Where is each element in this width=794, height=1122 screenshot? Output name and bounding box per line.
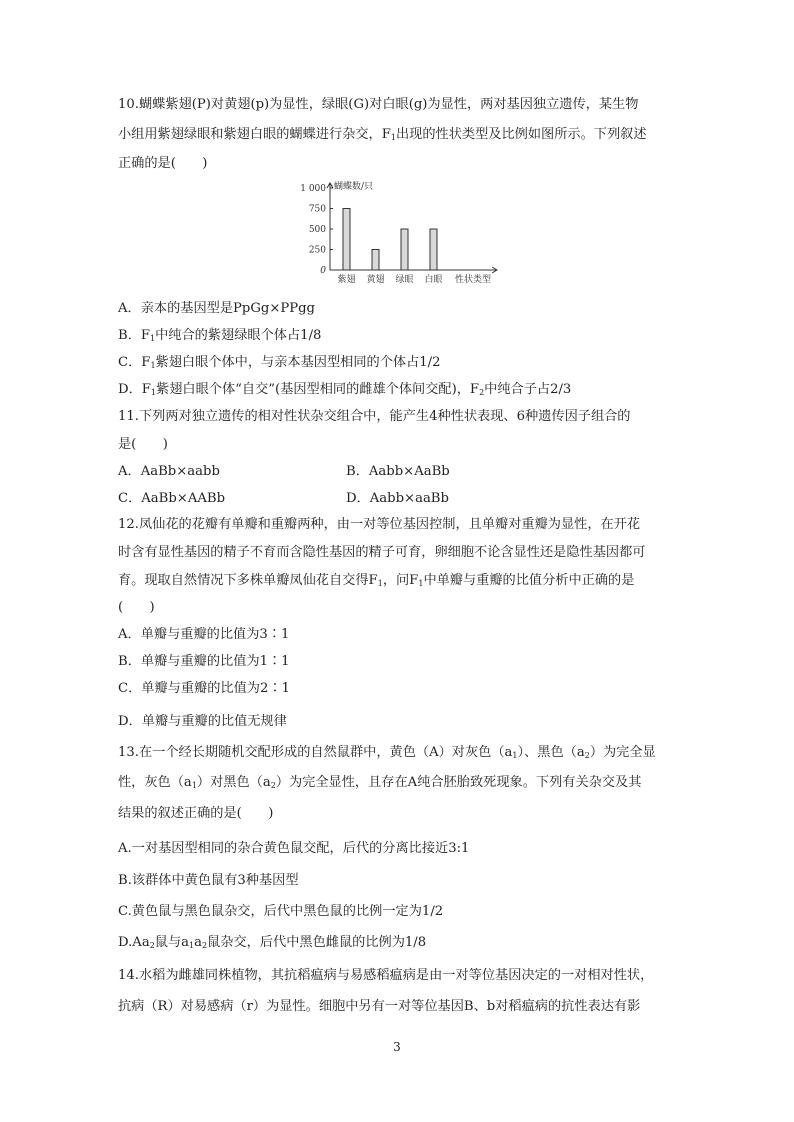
q11-option-b: B．Aabb×AaBb xyxy=(346,464,450,479)
q12-stem-line3: 育。现取自然情况下多株单瓣凤仙花自交得$F_1$，问$F_1$中单瓣与重瓣的比值分析中正确的是 xyxy=(118,573,635,588)
q11-option-a: A．AaBb×aabb xyxy=(118,464,220,479)
q12-stem-line2: 时含有显性基因的精子不育而含隐性基因的精子可育，卵细胞不论含显性还是隐性基因都可 xyxy=(118,545,646,560)
q13-stem-line2: 性，灰色$(a_1)$对黑色$(a_2)$为完全显性，且存在A纯合胚胎致死现象。下列有关杂交及其 xyxy=(118,775,642,790)
q10-stem-line1: 10.蝴蝶紫翅(P)对黄翅(p)为显性，绿眼(G)对白眼(g)为显性，两对基因独立遗传，某生物 xyxy=(118,97,639,112)
q12-option-a: A．单瓣与重瓣的比值为3∶1 xyxy=(118,627,290,642)
bar xyxy=(372,250,379,271)
q14-stem-line1: 14.水稻为雌雄同株植物，其抗稻瘟病与易感稻瘟病是由一对等位基因决定的一对相对性状， xyxy=(118,968,654,983)
q13-stem-line1: 13.在一个经长期随机交配形成的自然鼠群中，黄色（A）对灰色$(a_1)$、黑色$(a_2)$为完全显 xyxy=(118,745,656,760)
q11-option-d: D．Aabb×aaBb xyxy=(346,491,449,506)
y-tick-label: 750 xyxy=(308,204,326,215)
q11-option-c: C．AaBb×AABb xyxy=(118,491,226,506)
q12-option-d: D．单瓣与重瓣的比值无规律 xyxy=(118,714,287,729)
y-tick-label: 1 000 xyxy=(300,184,326,194)
x-tick-label: 白眼 xyxy=(424,275,443,285)
q12-stem-line1: 12.凤仙花的花瓣有单瓣和重瓣两种，由一对等位基因控制，且单瓣对重瓣为显性，在开花 xyxy=(118,517,641,532)
y-tick-label: 500 xyxy=(308,225,326,235)
q10-stem-line3: 正确的是( ) xyxy=(118,156,208,171)
y-tick-label: 0 xyxy=(320,266,326,276)
bar xyxy=(343,209,350,271)
bar xyxy=(430,229,437,270)
q12-option-c: C．单瓣与重瓣的比值为2∶1 xyxy=(118,681,290,696)
bar xyxy=(401,229,408,270)
q12-option-b: B．单瓣与重瓣的比值为1∶1 xyxy=(118,654,290,669)
q10-option-c: C．$F_1$紫翅白眼个体中，与亲本基因型相同的个体占1/2 xyxy=(118,355,441,370)
x-tick-label: 黄翅 xyxy=(366,275,385,285)
page-number: 3 xyxy=(393,1040,401,1054)
x-tick-label: 绿眼 xyxy=(395,275,414,285)
q10-stem-line2: 小组用紫翅绿眼和紫翅白眼的蝴蝶进行杂交，$F_1$出现的性状类型及比例如图所示。下列叙述 xyxy=(118,127,647,142)
q11-options-row2 xyxy=(118,489,225,509)
x-axis-label: 性状类型 xyxy=(454,275,492,285)
q11-options-row1 xyxy=(118,462,220,482)
y-axis-label: 蝴蝶数/只 xyxy=(334,182,374,192)
q13-option-c: C.黄色鼠与黑色鼠杂交，后代中黑色鼠的比例一定为1/2 xyxy=(118,904,444,919)
x-tick-label: 紫翅 xyxy=(337,275,356,285)
q13-option-d: $D.Aa_2$鼠与$a_1a_2$鼠杂交，后代中黑色雌鼠的比例为1/8 xyxy=(118,935,427,950)
q13-option-b: B.该群体中黄色鼠有3种基因型 xyxy=(118,873,299,888)
q13-option-a: A.一对基因型相同的杂合黄色鼠交配，后代的分离比接近3:1 xyxy=(118,841,470,856)
q14-stem-line2: 抗病（R）对易感病（r）为显性。细胞中另有一对等位基因B、b对稻瘟病的抗性表达有影 xyxy=(118,999,641,1014)
y-tick-label: 250 xyxy=(308,245,326,256)
q12-stem-line4: ( ) xyxy=(118,600,155,615)
q10-option-a: A．亲本的基因型是PpGg×PPgg xyxy=(118,301,315,316)
q11-stem-line2: 是( ) xyxy=(118,437,168,452)
q13-stem-line3: 结果的叙述正确的是( ) xyxy=(118,806,274,821)
q11-stem-line1: 11.下列两对独立遗传的相对性状杂交组合中，能产生4种性状表现、6种遗传因子组合的 xyxy=(118,409,631,424)
q10-option-b: B．$F_1$中纯合的紫翅绿眼个体占1/8 xyxy=(118,328,322,343)
q10-option-d: D．$F_1$紫翅白眼个体“自交”(基因型相同的雌雄个体间交配)，$F_2$中纯合子占2/3 xyxy=(118,382,572,397)
q10-bar-chart xyxy=(290,178,510,290)
